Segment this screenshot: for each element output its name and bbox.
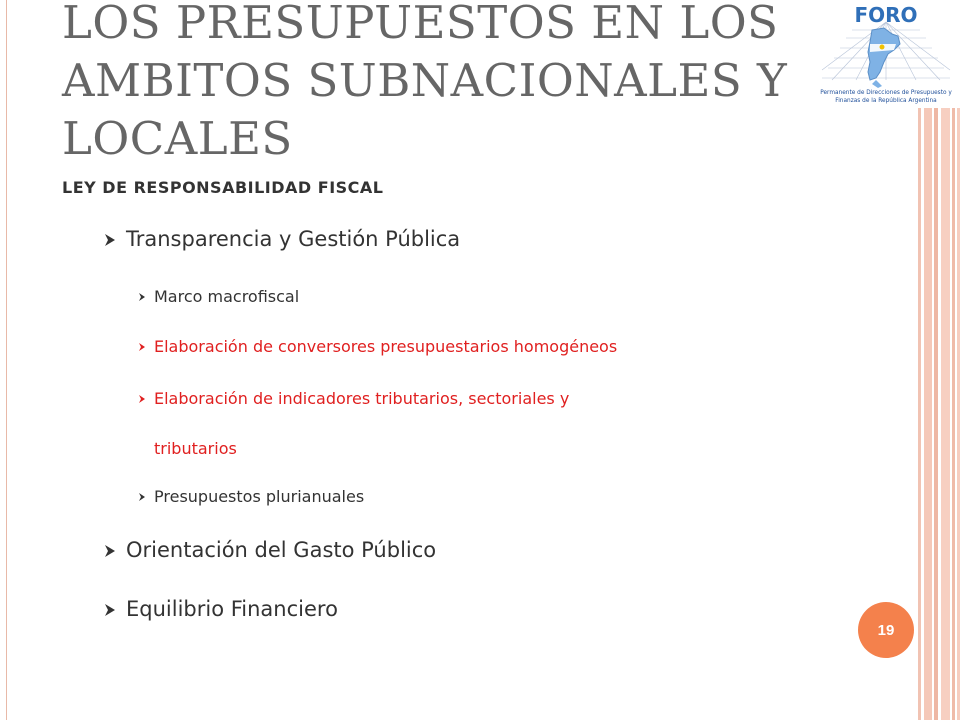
- bullet-text: Orientación del Gasto Público: [126, 538, 437, 562]
- arrow-bullet-icon: [138, 394, 146, 404]
- bullet-transparencia: [104, 227, 460, 251]
- subbullet-text: Presupuestos plurianuales: [154, 487, 365, 506]
- arrow-bullet-icon: [104, 233, 116, 247]
- slide-subtitle: LEY DE RESPONSABILIDAD FISCAL: [62, 178, 384, 197]
- page-number-badge: 19: [858, 602, 914, 658]
- arrow-bullet-icon: [138, 342, 146, 352]
- left-frame-line: [6, 0, 7, 720]
- bullet-equilibrio: [104, 597, 338, 621]
- subbullet-plurianuales: [138, 472, 364, 522]
- bullet-text: Transparencia y Gestión Pública: [126, 227, 461, 251]
- subbullet-marco: [138, 272, 299, 322]
- arrow-bullet-icon: [104, 544, 116, 558]
- bullet-text: Equilibrio Financiero: [126, 597, 338, 621]
- subbullet-text-line2: tributarios: [154, 439, 237, 458]
- logo-text: FORO: [854, 3, 918, 27]
- arrow-bullet-icon: [104, 603, 116, 617]
- foro-logo: [812, 0, 960, 108]
- svg-text:Permanente de Direcciones de P: Permanente de Direcciones de Presupuesto y: [820, 90, 952, 96]
- subbullet-conversores: [138, 322, 617, 372]
- subbullet-indicadores: [138, 374, 569, 474]
- bullet-orientacion: [104, 538, 436, 562]
- svg-text:Finanzas de la República Argen: Finanzas de la República Argentina: [835, 98, 937, 104]
- slide-title: LOS PRESUPUESTOS EN LOS AMBITOS SUBNACIONALES Y LOCALES: [62, 0, 788, 165]
- subbullet-text-line1: Elaboración de indicadores tributarios, sectoriales y: [154, 389, 570, 408]
- subbullet-text: Elaboración de conversores presupuestarios homogéneos: [154, 337, 618, 356]
- arrow-bullet-icon: [138, 492, 146, 502]
- arrow-bullet-icon: [138, 292, 146, 302]
- subbullet-text: Marco macrofiscal: [154, 287, 300, 306]
